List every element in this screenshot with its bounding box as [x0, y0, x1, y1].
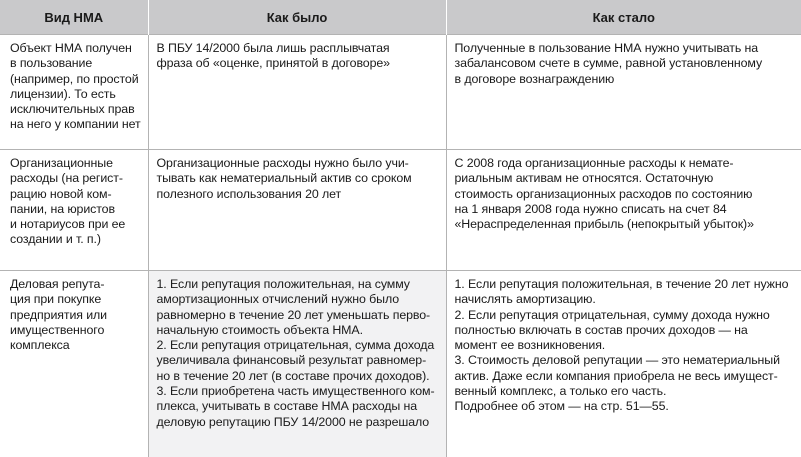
header-row: [0, 0, 801, 35]
row-type-text: Деловая репута- ция при покупке предприятия или имущественного комплекса: [10, 277, 142, 353]
row-before-cell: [148, 35, 446, 150]
table-row: [0, 35, 801, 150]
row-before-cell: [148, 150, 446, 271]
row-after-cell: [446, 35, 801, 150]
row-type-cell: [0, 271, 148, 457]
row-before-cell: [148, 271, 446, 457]
row-before-text: Организационные расходы нужно было учи- тывать как нематериальный актив со сроком полезного использования 20 лет: [157, 156, 440, 202]
row-before-text: 1. Если репутация положительная, на сумму амортизационных отчислений нужно было равномерно в течение 20 лет уменьшать перво- начальную стоимость объекта НМА. 2. Если репутация отрицательная, сумма дохода увеличивала финансовый результат равномер- но в течение 20 лет (в составе прочих доходов). 3. Если приобретена часть имущественного ком- плекса, учитывать в составе НМА расходы на деловую репутацию ПБУ 14/2000 не разрешало: [157, 277, 440, 430]
row-type-text: Организационные расходы (на регист- рацию новой ком- пании, на юристов и нотариусов при ее создании и т. п.): [10, 156, 142, 248]
row-after-text: 1. Если репутация положительная, в течение 20 лет нужно начислять амортизацию. 2. Если репутация отрицательная, сумму дохода нужно полностью включать в состав прочих доходов — на момент ее возникновения. 3. Стоимость деловой репутации — это нематериальный актив. Даже если компания приобрела не весь имущест- венный комплекс, а только его часть. Подробнее об этом — на стр. 51—55.: [455, 277, 796, 415]
header-after: Как стало: [446, 0, 801, 35]
row-before-text: В ПБУ 14/2000 была лишь расплывчатая фраза об «оценке, принятой в договоре»: [157, 41, 440, 72]
row-after-text: С 2008 года организационные расходы к немате- риальным активам не относятся. Остаточную стоимость организационных расходов по состоянию на 1 января 2008 года нужно списать на счет 84 «Нераспределенная прибыль (непокрытый убыток)»: [455, 156, 796, 232]
row-after-cell: [446, 150, 801, 271]
table-row: [0, 271, 801, 457]
table-row: [0, 150, 801, 271]
header-before: Как было: [148, 0, 446, 35]
row-after-cell: [446, 271, 801, 457]
row-after-text: Полученные в пользование НМА нужно учитывать на забалансовом счете в сумме, равной установленному в договоре вознаграждению: [455, 41, 796, 87]
header-type: Вид НМА: [0, 0, 148, 35]
row-type-text: Объект НМА получен в пользование (например, по простой лицензии). То есть исключительных прав на него у компании нет: [10, 41, 142, 133]
row-type-cell: [0, 150, 148, 271]
row-type-cell: [0, 35, 148, 150]
